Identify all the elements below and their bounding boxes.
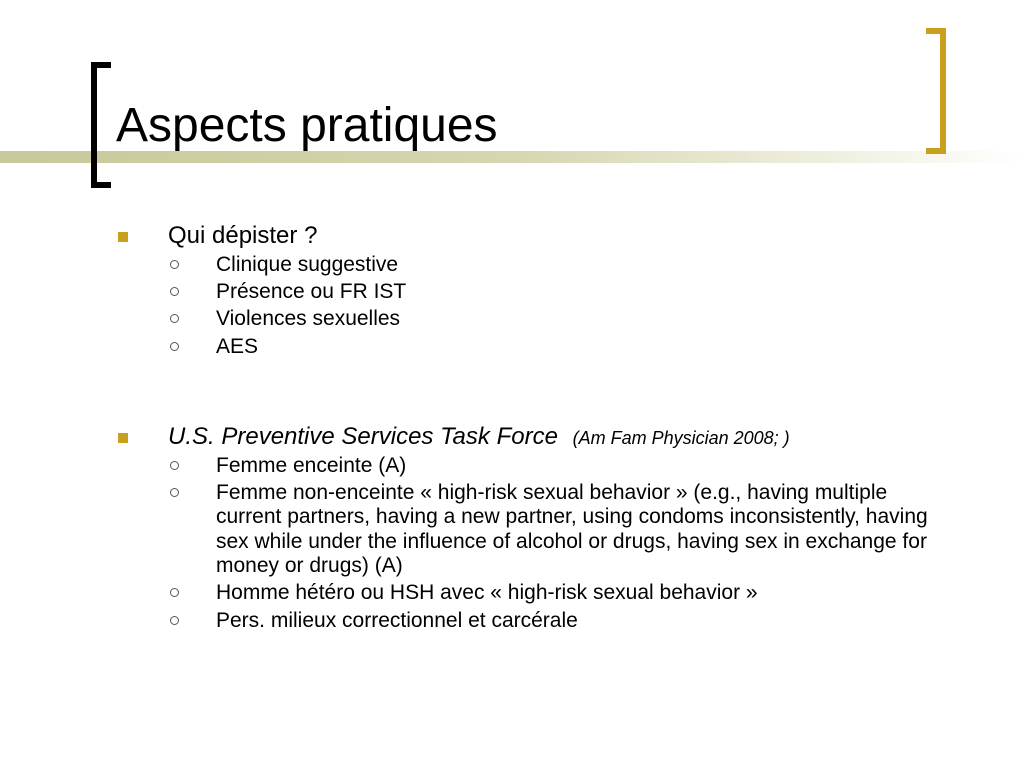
list-item [116, 454, 956, 478]
list-item-text: Femme non-enceinte « high-risk sexual behavior » (e.g., having multiple current partners, having a new partner, using condoms inconsistently, having sex while under the influence of alcohol or drugs, having sex in exchange for money or drugs) (A) [216, 480, 928, 578]
list-item [116, 307, 956, 331]
bullet-section-uspstf [116, 423, 956, 451]
list-item-text: Femme enceinte (A) [216, 453, 407, 477]
list-item [116, 581, 956, 605]
circle-bullet-icon [170, 260, 179, 269]
circle-bullet-icon [170, 588, 179, 597]
list-item-text: Homme hétéro ou HSH avec « high-risk sexual behavior » [216, 581, 758, 605]
bullet-section-who-to-screen [116, 222, 956, 250]
slide-content [116, 222, 956, 633]
list-item-text: Pers. milieux correctionnel et carcérale [216, 608, 578, 632]
section-heading: Qui dépister ? [168, 222, 318, 249]
list-item-text: Violences sexuelles [216, 307, 401, 331]
list-item-text: Présence ou FR IST [216, 279, 407, 303]
square-bullet-icon [118, 232, 128, 242]
list-item-text: Clinique suggestive [216, 252, 399, 276]
right-bracket-decoration [926, 28, 946, 154]
circle-bullet-icon [170, 342, 179, 351]
sub-bullet-list [116, 454, 956, 634]
list-item [116, 253, 956, 277]
title-underline-bar [0, 151, 1024, 163]
list-item-text: AES [216, 334, 259, 358]
list-item [116, 335, 956, 359]
circle-bullet-icon [170, 616, 179, 625]
square-bullet-icon [118, 433, 128, 443]
slide-title: Aspects pratiques [116, 99, 498, 152]
circle-bullet-icon [170, 314, 179, 323]
section-spacer [116, 359, 956, 423]
list-item [116, 280, 956, 304]
left-bracket-decoration [91, 62, 111, 188]
section-heading: U.S. Preventive Services Task Force [168, 423, 558, 451]
circle-bullet-icon [170, 461, 179, 470]
list-item [116, 609, 956, 633]
circle-bullet-icon [170, 287, 179, 296]
sub-bullet-list [116, 253, 956, 359]
citation-source: (Am Fam Physician 2008; ) [572, 428, 790, 449]
circle-bullet-icon [170, 488, 179, 497]
list-item [116, 481, 956, 578]
